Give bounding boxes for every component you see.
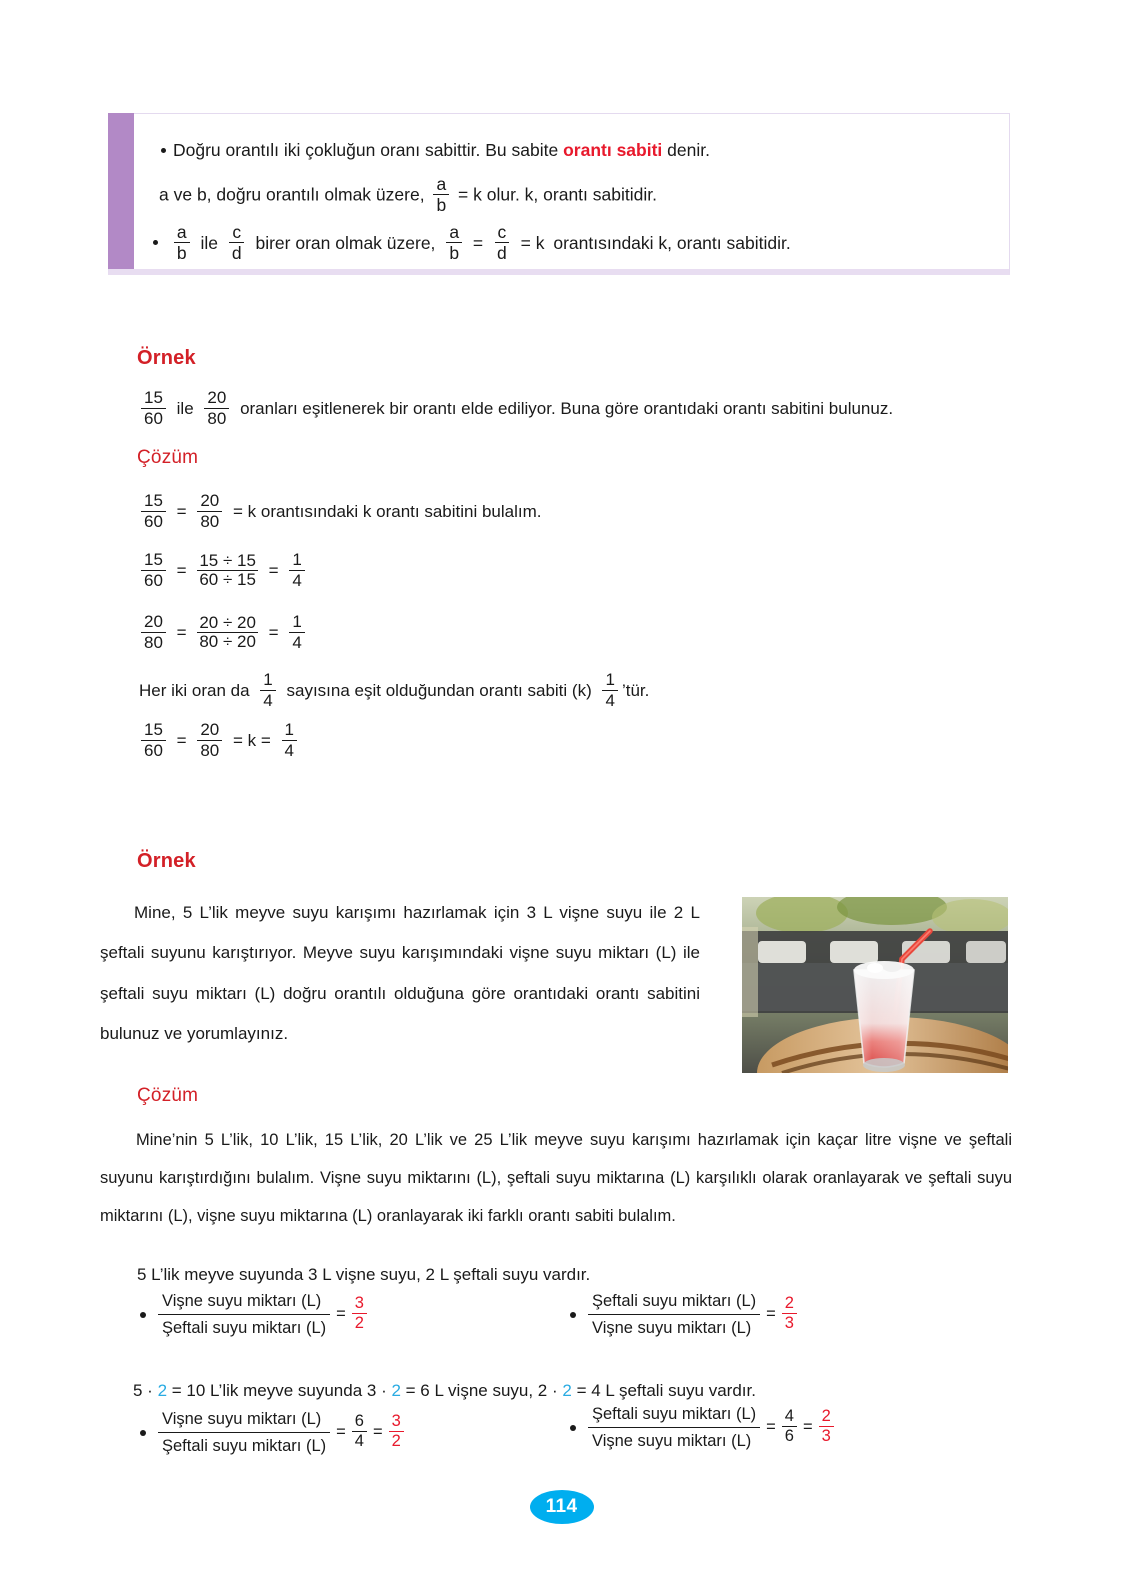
solution-1-line-a-tail: = k orantısındaki k orantı sabitini bulalım. (232, 502, 542, 522)
fraction-denominator: b (176, 243, 187, 264)
fraction-denominator: 4 (263, 690, 273, 710)
fraction-15-over-60 (141, 721, 166, 760)
page-number-badge: 114 (530, 1490, 594, 1524)
example-1-heading: Örnek (137, 347, 196, 369)
bullet-dot-icon (570, 1425, 576, 1431)
fraction-denominator: 80 (200, 511, 220, 531)
fraction-numerator: 2 (819, 1408, 834, 1427)
equals-sign: = (176, 561, 187, 581)
fraction-numerator: Vişne suyu miktarı (L) (158, 1290, 330, 1315)
ratio-row (570, 1403, 838, 1453)
fraction-denominator: 4 (354, 1432, 364, 1451)
bullet-dot-icon (570, 1312, 576, 1318)
fraction-a-over-b (433, 175, 449, 215)
label-fraction-visne-over-seftali (158, 1408, 330, 1458)
fraction-15-over-60 (141, 389, 166, 428)
solution-1-line-a (137, 493, 544, 532)
definition-bullet-1-highlight: orantı sabiti (563, 140, 663, 160)
fraction-denominator: Şeftali suyu miktarı (L) (162, 1319, 327, 1338)
fraction-4-over-6 (782, 1408, 797, 1446)
fraction-result-3-over-2 (352, 1295, 367, 1333)
label-fraction-seftali-over-visne (588, 1290, 760, 1340)
label-fraction-visne-over-seftali (158, 1290, 330, 1340)
fraction-numerator: 20 ÷ 20 (199, 613, 256, 632)
equals-sign-2: = (268, 561, 279, 581)
fraction-numerator: a (174, 223, 190, 243)
label-fraction-seftali-over-visne (588, 1403, 760, 1453)
fraction-result-2-over-3 (819, 1408, 834, 1446)
fraction-denominator: Vişne suyu miktarı (L) (592, 1319, 752, 1338)
fraction-numerator: 1 (602, 671, 617, 691)
example-2-heading: Örnek (137, 850, 196, 872)
fraction-numerator: a (446, 223, 462, 243)
solution-1-line-d-text-before: Her iki oran da (139, 681, 250, 701)
definition-bullet-2-text-after: orantısındaki k, orantı sabitidir. (553, 233, 791, 254)
fraction-15-over-60 (141, 551, 166, 590)
definition-line-2-text-before: a ve b, doğru orantılı olmak üzere, (159, 184, 425, 205)
bullet-dot-icon (161, 148, 166, 153)
equals-sign: = (336, 1305, 346, 1324)
equals-sign: = (176, 502, 187, 522)
equals-sign: = (766, 1305, 776, 1324)
fraction-denominator: b (436, 195, 447, 216)
fraction-numerator: 1 (282, 721, 297, 741)
fraction-1-over-4 (260, 671, 275, 710)
fraction-numerator: 15 (141, 721, 166, 741)
example-2-solution-paragraph: Mine’nin 5 L’lik, 10 L’lik, 15 L’lik, 20 L’lik ve 25 L’lik meyve suyu karışımı hazırlamak için kaçar litre vişne ve şeftali suyunu karıştırdığını bulalım. Vişne suyu miktarını (L), şeftali suyu miktarına (L) karşılıklı olarak oranlayarak ve şeftali suyu miktarını (L), vişne suyu miktarına (L) oranlayarak iki farklı orantı sabiti bulalım. (100, 1131, 1012, 1225)
definition-bullet-2 (153, 224, 991, 264)
definition-line-2 (159, 176, 991, 216)
ratio-row (140, 1408, 408, 1458)
definition-bullet-1-text-before: Doğru orantılı iki çokluğun oranı sabittir. Bu sabite (173, 140, 559, 160)
mix10-multiplier-1: 2 (157, 1381, 168, 1400)
equals-k: = k (520, 233, 545, 254)
equals-sign-2: = (802, 1418, 813, 1437)
fraction-numerator: 15 ÷ 15 (199, 551, 256, 570)
fraction-denominator: 80 (207, 408, 227, 428)
fraction-numerator: 1 (289, 551, 304, 571)
fraction-numerator: 20 (197, 492, 222, 512)
fraction-denominator: 60 (144, 511, 163, 531)
fraction-denominator: 80 (144, 632, 163, 652)
fraction-numerator: 4 (782, 1408, 797, 1427)
fraction-20-over-80 (141, 613, 166, 652)
fraction-denominator: Şeftali suyu miktarı (L) (162, 1437, 327, 1456)
fraction-20-over-80 (204, 389, 229, 428)
fraction-numerator: 3 (352, 1295, 367, 1314)
fraction-denominator: 80 (200, 740, 220, 760)
fraction-denominator: d (497, 243, 507, 264)
example-2-solution-heading: Çözüm (137, 1085, 199, 1106)
fraction-denominator: 60 (144, 570, 163, 590)
fraction-15-over-60 (141, 492, 166, 531)
fruit-drink-glass-photo (742, 897, 1008, 1073)
solution-1-line-d-text-middle: sayısına eşit olduğundan orantı sabiti (k) (286, 681, 592, 701)
fraction-denominator: 60 (144, 408, 163, 428)
fraction-1-over-4-2 (602, 671, 617, 710)
equals-sign: = (176, 731, 187, 751)
fraction-numerator: 20 (204, 389, 229, 409)
fraction-1-over-4 (289, 613, 304, 652)
fraction-numerator: 15 (141, 492, 166, 512)
example-1-question (137, 390, 1017, 429)
connector-ile: ile (176, 399, 194, 419)
fraction-numerator: 20 (197, 721, 222, 741)
fraction-denominator: 3 (821, 1427, 831, 1446)
equals-sign-2: = (268, 623, 279, 643)
fraction-denominator: b (449, 243, 460, 264)
solution-1-line-c (137, 614, 309, 653)
solution-1-line-d-text-after: ’tür. (621, 680, 650, 700)
purple-accent-bar (108, 113, 134, 269)
ratio-row (140, 1290, 371, 1340)
definition-bullet-1 (161, 139, 991, 163)
fraction-denominator: 80 ÷ 20 (199, 631, 256, 651)
fraction-c-over-d (229, 223, 245, 263)
fraction-division-step (197, 552, 258, 589)
fraction-division-step (197, 614, 258, 651)
fraction-numerator: c (229, 223, 244, 243)
photo-illustration (742, 897, 1008, 1073)
example-1-solution-heading: Çözüm (137, 447, 199, 468)
fraction-c-over-d-2 (494, 223, 510, 263)
mixture-10l-line (133, 1378, 756, 1404)
fraction-20-over-80 (197, 492, 222, 531)
fraction-numerator: 1 (260, 671, 275, 691)
connector-ile: ile (200, 233, 218, 254)
definition-bullet-2-mid-text: birer oran olmak üzere, (255, 233, 436, 254)
fraction-denominator: 2 (391, 1432, 401, 1451)
definition-box (108, 113, 1010, 275)
fraction-numerator: 2 (782, 1295, 797, 1314)
mix10-segment-2: = 10 L’lik meyve suyunda 3 · (167, 1381, 392, 1400)
fraction-numerator: Vişne suyu miktarı (L) (158, 1408, 330, 1433)
fraction-6-over-4 (352, 1413, 367, 1451)
solution-1-line-e (137, 722, 301, 761)
fraction-denominator: 60 (144, 740, 163, 760)
equals-sign: = (176, 623, 187, 643)
ratio-row (570, 1290, 801, 1340)
fraction-denominator: d (231, 243, 242, 264)
fraction-numerator: Şeftali suyu miktarı (L) (588, 1403, 760, 1428)
mix10-multiplier-2: 2 (391, 1381, 401, 1400)
fraction-numerator: 6 (352, 1413, 367, 1432)
fraction-denominator: 3 (784, 1314, 794, 1333)
mix10-segment-4: = 4 L şeftali suyu vardır. (571, 1381, 756, 1400)
fraction-numerator: 15 (141, 551, 166, 571)
fraction-a-over-b-2 (446, 223, 462, 263)
fraction-a-over-b (174, 223, 190, 263)
example-1-question-text: oranları eşitlenerek bir orantı elde ediliyor. Buna göre orantıdaki orantı sabitini bulunuz. (240, 399, 894, 419)
mix10-segment-3: = 6 L vişne suyu, 2 · (400, 1381, 563, 1400)
fraction-1-over-4 (289, 551, 304, 590)
fraction-numerator: c (495, 223, 510, 243)
fraction-denominator: 4 (292, 632, 302, 652)
fraction-numerator: 3 (389, 1413, 404, 1432)
example-2-question: Mine, 5 L’lik meyve suyu karışımı hazırlamak için 3 L vişne suyu ile 2 L şeftali suyunu karıştırıyor. Meyve suyu karışımındaki vişne suyu miktarı (L) ile şeftali suyu miktarı (L) doğru orantılı olduğuna göre orantıdaki orantı sabitini bulunuz ve yorumlayınız. (100, 903, 700, 1044)
equals-k: = k = (232, 731, 271, 751)
fraction-numerator: a (433, 175, 449, 195)
equals-sign: = (336, 1423, 346, 1442)
definition-line-2-text-after: = k olur. k, orantı sabitidir. (458, 184, 657, 205)
equals-sign: = (766, 1418, 776, 1437)
fraction-denominator: Vişne suyu miktarı (L) (592, 1432, 752, 1451)
mix10-segment-1: 5 · (133, 1381, 158, 1400)
fraction-1-over-4 (282, 721, 297, 760)
fraction-numerator: 15 (141, 389, 166, 409)
bullet-dot-icon (140, 1312, 146, 1318)
fraction-denominator: 2 (354, 1314, 364, 1333)
definition-bullet-1-text-after: denir. (667, 140, 710, 160)
bullet-dot-icon (140, 1430, 146, 1436)
solution-1-line-b (137, 552, 309, 591)
fraction-denominator: 4 (605, 690, 615, 710)
fraction-denominator: 6 (784, 1427, 794, 1446)
mixture-5l-line: 5 L’lik meyve suyunda 3 L vişne suyu, 2 L şeftali suyu vardır. (137, 1265, 591, 1284)
fraction-numerator: 1 (289, 613, 304, 633)
fraction-20-over-80 (197, 721, 222, 760)
fraction-numerator: Şeftali suyu miktarı (L) (588, 1290, 760, 1315)
fraction-numerator: 20 (141, 613, 166, 633)
fraction-result-2-over-3 (782, 1295, 797, 1333)
equals-sign: = (472, 233, 484, 254)
mix10-multiplier-3: 2 (562, 1381, 572, 1400)
solution-1-line-d (137, 672, 837, 711)
fraction-denominator: 60 ÷ 15 (199, 569, 256, 589)
fraction-denominator: 4 (284, 740, 294, 760)
equals-sign-2: = (372, 1423, 383, 1442)
fraction-result-3-over-2 (389, 1413, 404, 1451)
bullet-dot-icon (153, 240, 158, 245)
fraction-denominator: 4 (292, 570, 302, 590)
